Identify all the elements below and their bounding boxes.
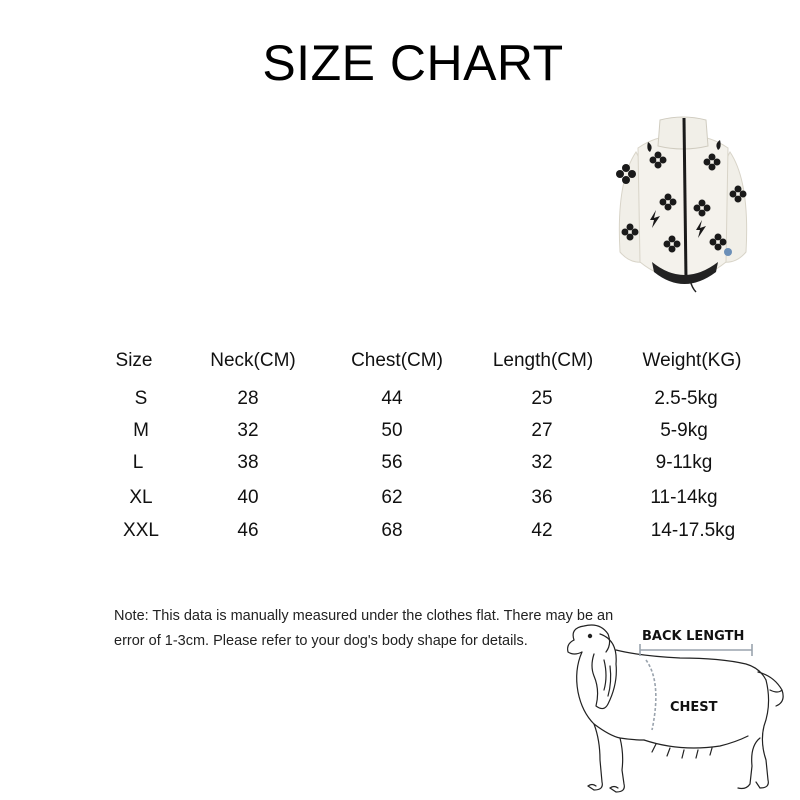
cell-length: 32	[531, 452, 553, 473]
cell-length: 42	[531, 520, 553, 541]
cell-size: XXL	[123, 520, 159, 541]
header-neck: Neck(CM)	[210, 350, 296, 371]
cell-chest: 50	[381, 420, 403, 441]
cell-weight: 11-14kg	[650, 487, 718, 508]
cell-weight: 9-11kg	[655, 452, 713, 473]
cell-chest: 56	[381, 452, 403, 473]
back-length-label: BACK LENGTH	[642, 629, 745, 644]
header-weight: Weight(KG)	[642, 350, 742, 371]
cell-neck: 38	[237, 452, 259, 473]
cell-size: S	[134, 388, 148, 409]
cell-size: XL	[129, 487, 153, 508]
header-length: Length(CM)	[492, 350, 594, 371]
header-chest: Chest(CM)	[351, 350, 443, 371]
cell-length: 36	[531, 487, 553, 508]
cell-weight: 14-17.5kg	[650, 520, 736, 541]
cell-size: L	[132, 452, 144, 473]
measurement-note	[114, 604, 634, 654]
cell-length: 25	[531, 388, 553, 409]
cell-chest: 68	[381, 520, 403, 541]
note-line-1: Note: This data is manually measured under the clothes flat. There may be an	[114, 608, 614, 624]
cell-weight: 5-9kg	[660, 420, 708, 441]
cell-chest: 62	[381, 487, 403, 508]
cell-weight: 2.5-5kg	[654, 388, 718, 409]
cell-neck: 32	[237, 420, 259, 441]
note-line-2: error of 1-3cm. Please refer to your dog's body shape for details.	[114, 633, 528, 649]
cell-size: M	[133, 420, 149, 441]
cell-neck: 40	[237, 487, 259, 508]
cell-chest: 44	[381, 388, 403, 409]
cell-length: 27	[531, 420, 553, 441]
header-size: Size	[115, 350, 153, 371]
chest-label: CHEST	[670, 700, 718, 715]
size-chart-title: SIZE CHART	[262, 35, 564, 91]
cell-neck: 46	[237, 520, 259, 541]
cell-neck: 28	[237, 388, 259, 409]
